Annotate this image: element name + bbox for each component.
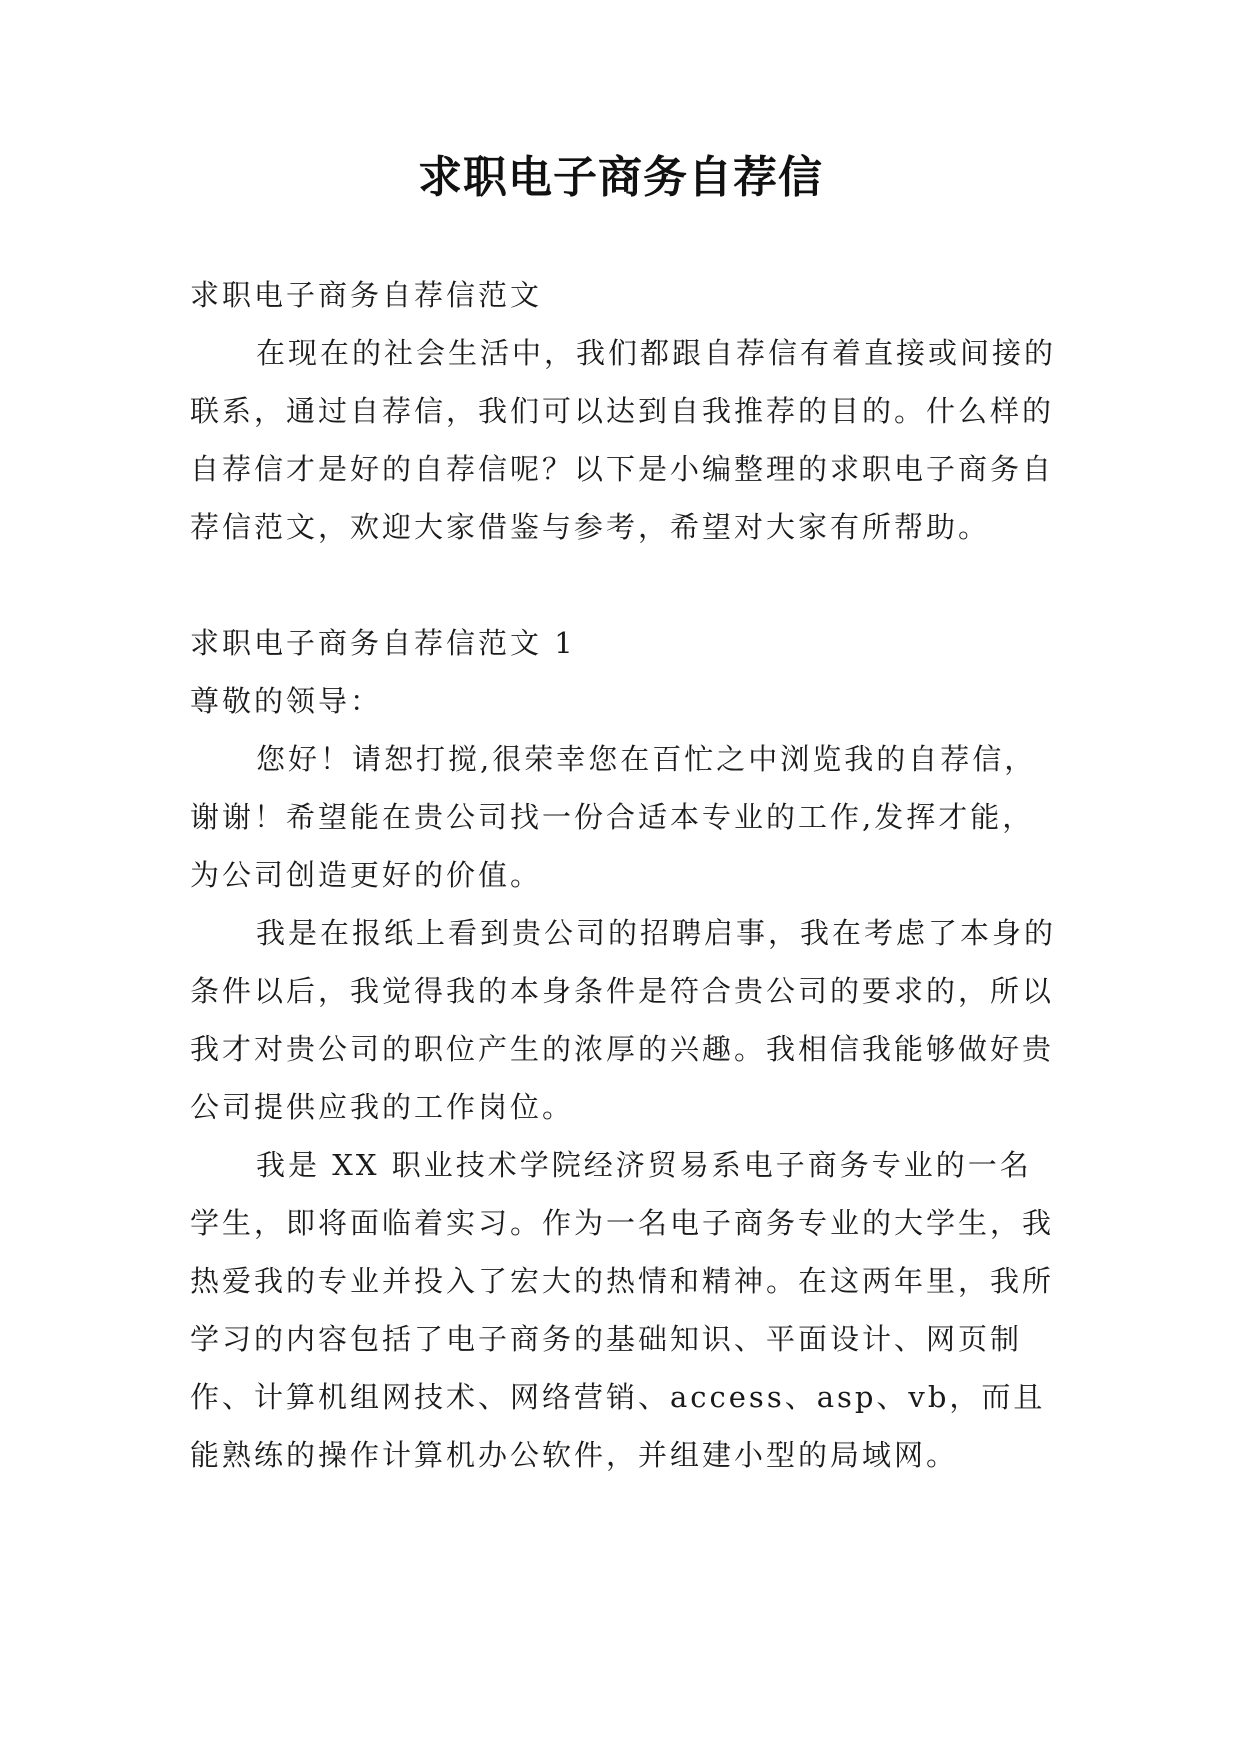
body-paragraph-1: 您好！请恕打搅,很荣幸您在百忙之中浏览我的自荐信，谢谢！希望能在贵公司找一份合适本专业的工作,发挥才能，为公司创造更好的价值。 [190,742,1037,892]
document-body [190,266,1062,1484]
salutation: 尊敬的领导： [190,684,383,718]
paragraph-spacer [190,556,1062,614]
subtitle: 求职电子商务自荐信范文 [190,278,543,312]
intro-paragraph: 在现在的社会生活中，我们都跟自荐信有着直接或间接的联系，通过自荐信，我们可以达到自我推荐的目的。什么样的自荐信才是好的自荐信呢？以下是小编整理的求职电子商务自荐信范文，欢迎大家借鉴与参考，希望对大家有所帮助。 [190,336,1057,544]
section-heading: 求职电子商务自荐信范文 1 [190,626,576,660]
body-paragraph-2: 我是在报纸上看到贵公司的招聘启事，我在考虑了本身的条件以后，我觉得我的本身条件是符合贵公司的要求的，所以我才对贵公司的职位产生的浓厚的兴趣。我相信我能够做好贵公司提供应我的工作岗位。 [190,916,1057,1124]
body-paragraph-3: 我是 XX 职业技术学院经济贸易系电子商务专业的一名学生，即将面临着实习。作为一名电子商务专业的大学生，我热爱我的专业并投入了宏大的热情和精神。在这两年里，我所学习的内容包括了电子商务的基础知识、平面设计、网页制作、计算机组网技术、网络营销、access、asp、vb，而且能熟练的操作计算机办公软件，并组建小型的局域网。 [190,1148,1055,1472]
document-title: 求职电子商务自荐信 [418,152,823,203]
